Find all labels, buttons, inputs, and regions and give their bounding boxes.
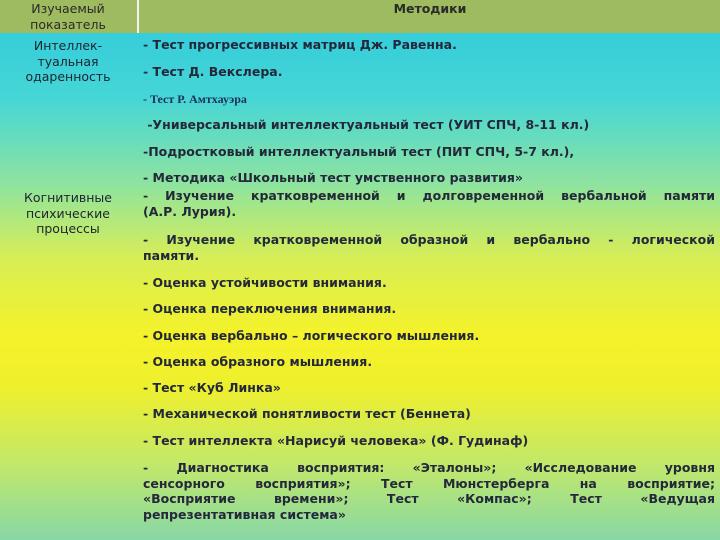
method-item-line: - Диагностика восприятия: «Эталоны»; «Исследование уровня xyxy=(143,460,715,475)
section-label-cognitive-processes xyxy=(0,190,136,237)
method-item: - Тест Д. Векслера. xyxy=(143,64,283,79)
method-item-line: памяти. xyxy=(143,247,200,263)
method-item: - Тест интеллекта «Нарисуй человека» (Ф. Гудинаф) xyxy=(143,433,529,448)
method-item-line: репрезентативная система» xyxy=(143,506,346,522)
method-item: -Универсальный интеллектуальный тест (УИТ СПЧ, 8-11 кл.) xyxy=(143,117,590,132)
method-item xyxy=(143,188,715,219)
section-label-line: Интеллек- xyxy=(33,38,103,53)
header-divider xyxy=(137,0,139,33)
section-label-line: психические xyxy=(25,205,110,221)
section-label-line: процессы xyxy=(36,221,100,236)
method-item: - Оценка образного мышления. xyxy=(143,354,373,369)
method-item: - Тест прогрессивных матриц Дж. Равенна. xyxy=(143,37,457,52)
section-label-line: туальная xyxy=(37,53,99,69)
header-methods: Методики xyxy=(393,1,467,16)
header-indicator-line2: показатель xyxy=(30,17,106,32)
method-item-line: «Восприятие времени»; Тест «Компас»; Тест «Ведущая xyxy=(143,491,715,506)
table-header xyxy=(0,0,720,33)
section-label-line: Когнитивные xyxy=(24,190,112,205)
method-item-line: - Изучение кратковременной и долговременной вербальной памяти xyxy=(143,188,715,203)
method-item: - Оценка переключения внимания. xyxy=(143,301,397,316)
method-item-line: сенсорного восприятия»; Тест Мюнстерберга на восприятие; xyxy=(143,475,715,491)
method-item: - Тест Р. Амтхауэра xyxy=(143,92,247,106)
header-indicator xyxy=(0,0,136,33)
header-indicator-line1: Изучаемый xyxy=(31,1,105,16)
method-item xyxy=(143,232,715,263)
method-item-line: (А.Р. Лурия). xyxy=(143,203,237,219)
method-item: -Подростковый интеллектуальный тест (ПИТ СПЧ, 5-7 кл.), xyxy=(143,144,575,159)
method-item: - Тест «Куб Линка» xyxy=(143,380,281,395)
method-item: - Механической понятливости тест (Беннета) xyxy=(143,406,471,421)
method-item xyxy=(143,460,715,522)
method-item: - Оценка вербально – логического мышления. xyxy=(143,328,480,343)
section-label-intellectual-giftedness xyxy=(0,38,136,85)
section-label-line: одаренность xyxy=(25,69,111,84)
method-item: - Методика «Школьный тест умственного развития» xyxy=(143,170,523,185)
method-item: - Оценка устойчивости внимания. xyxy=(143,275,387,290)
method-item-line: - Изучение кратковременной образной и вербально - логической xyxy=(143,232,715,247)
